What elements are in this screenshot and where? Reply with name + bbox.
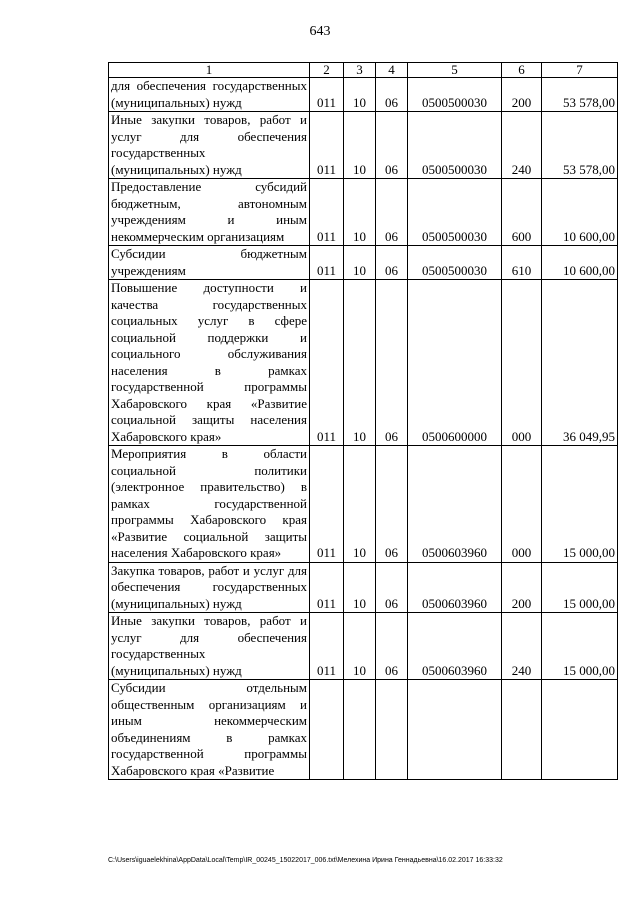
table-row (109, 179, 618, 246)
cell-subsection: 06 (376, 613, 408, 680)
cell-description: Закупка товаров, работ и услуг для обеспечения государственных (муниципальных) нужд (109, 562, 310, 613)
cell-grbs (310, 680, 344, 780)
column-header: 1 (109, 63, 310, 78)
cell-expense-type: 610 (502, 246, 542, 280)
cell-section (344, 680, 376, 780)
cell-expense-type: 000 (502, 446, 542, 563)
cell-section: 10 (344, 179, 376, 246)
table-row (109, 680, 618, 780)
cell-subsection: 06 (376, 179, 408, 246)
cell-target-article: 0500603960 (408, 562, 502, 613)
cell-amount: 15 000,00 (542, 613, 618, 680)
cell-description: Иные закупки товаров, работ и услуг для обеспечения государственных (муниципальных) нужд (109, 112, 310, 179)
cell-expense-type: 200 (502, 562, 542, 613)
cell-section: 10 (344, 562, 376, 613)
cell-grbs: 011 (310, 179, 344, 246)
cell-amount: 53 578,00 (542, 78, 618, 112)
cell-grbs: 011 (310, 78, 344, 112)
cell-target-article (408, 680, 502, 780)
cell-expense-type: 240 (502, 613, 542, 680)
cell-description: Повышение доступности и качества государственных социальных услуг в сфере социальной поддержки и социального обслуживания населения в рамках государственной программы Хабаровского края «Развитие социальной защиты населения Хабаровского края» (109, 280, 310, 446)
table-row (109, 562, 618, 613)
cell-description: Предоставление субсидий бюджетным, автономным учреждениям и иным некоммерческим организациям (109, 179, 310, 246)
cell-expense-type: 600 (502, 179, 542, 246)
cell-grbs: 011 (310, 246, 344, 280)
cell-section: 10 (344, 78, 376, 112)
column-header: 7 (542, 63, 618, 78)
column-header: 6 (502, 63, 542, 78)
cell-description: Иные закупки товаров, работ и услуг для обеспечения государственных (муниципальных) нужд (109, 613, 310, 680)
cell-subsection: 06 (376, 562, 408, 613)
cell-grbs: 011 (310, 112, 344, 179)
cell-amount: 15 000,00 (542, 446, 618, 563)
table-row (109, 613, 618, 680)
cell-section: 10 (344, 246, 376, 280)
cell-description: Субсидии отдельным общественным организациям и иным некоммерческим объединениям в рамках государственной программы Хабаровского края «Развитие (109, 680, 310, 780)
cell-description: для обеспечения государственных (муниципальных) нужд (109, 78, 310, 112)
table-row (109, 112, 618, 179)
cell-expense-type (502, 680, 542, 780)
column-header: 3 (344, 63, 376, 78)
cell-section: 10 (344, 446, 376, 563)
cell-expense-type: 200 (502, 78, 542, 112)
column-header: 4 (376, 63, 408, 78)
file-path-footer: C:\Users\iguaelekhina\AppData\Local\Temp\IR_00245_15022017_006.txt\Мелехина Ирина Геннадьевна\16.02.2017 16:33:32 (108, 857, 503, 864)
column-header: 5 (408, 63, 502, 78)
cell-target-article: 0500603960 (408, 446, 502, 563)
cell-subsection: 06 (376, 246, 408, 280)
header-row (109, 63, 618, 78)
cell-grbs: 011 (310, 446, 344, 563)
cell-subsection: 06 (376, 446, 408, 563)
budget-table (108, 62, 618, 780)
cell-section: 10 (344, 280, 376, 446)
page-number: 643 (309, 24, 331, 39)
table-row (109, 446, 618, 563)
table-row (109, 280, 618, 446)
cell-subsection: 06 (376, 112, 408, 179)
cell-section: 10 (344, 613, 376, 680)
cell-grbs: 011 (310, 562, 344, 613)
cell-target-article: 0500500030 (408, 78, 502, 112)
cell-amount: 10 600,00 (542, 246, 618, 280)
cell-target-article: 0500600000 (408, 280, 502, 446)
cell-expense-type: 240 (502, 112, 542, 179)
cell-amount (542, 680, 618, 780)
cell-subsection (376, 680, 408, 780)
cell-target-article: 0500500030 (408, 112, 502, 179)
cell-subsection: 06 (376, 280, 408, 446)
cell-target-article: 0500500030 (408, 246, 502, 280)
cell-grbs: 011 (310, 280, 344, 446)
cell-subsection: 06 (376, 78, 408, 112)
cell-description: Субсидии бюджетным учреждениям (109, 246, 310, 280)
cell-amount: 36 049,95 (542, 280, 618, 446)
column-header: 2 (310, 63, 344, 78)
cell-target-article: 0500603960 (408, 613, 502, 680)
cell-target-article: 0500500030 (408, 179, 502, 246)
cell-amount: 53 578,00 (542, 112, 618, 179)
table-row (109, 246, 618, 280)
table-row (109, 78, 618, 112)
cell-amount: 15 000,00 (542, 562, 618, 613)
cell-expense-type: 000 (502, 280, 542, 446)
cell-section: 10 (344, 112, 376, 179)
cell-description: Мероприятия в области социальной политики (электронное правительство) в рамках государственной программы Хабаровского края «Развитие социальной защиты населения Хабаровского края» (109, 446, 310, 563)
cell-grbs: 011 (310, 613, 344, 680)
cell-amount: 10 600,00 (542, 179, 618, 246)
